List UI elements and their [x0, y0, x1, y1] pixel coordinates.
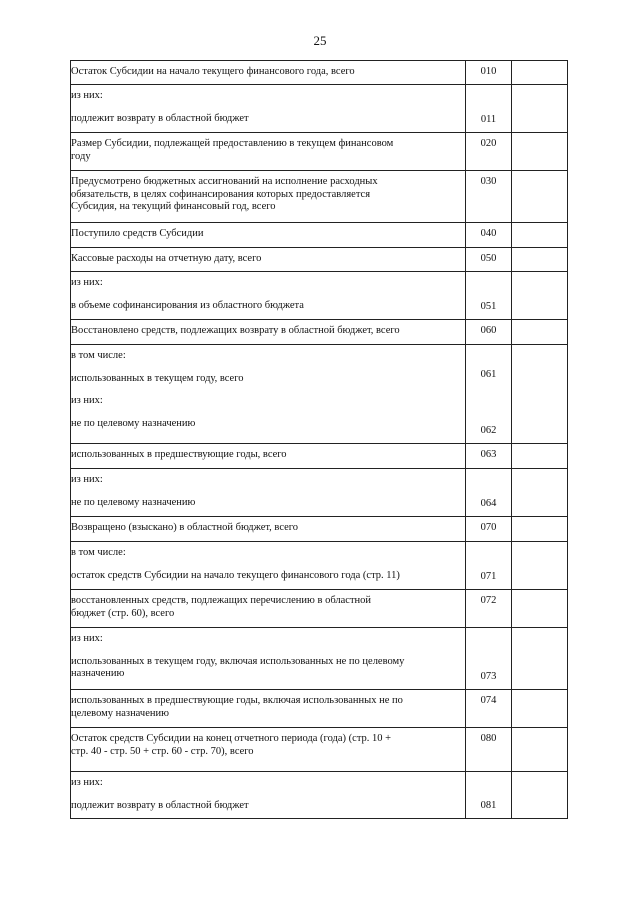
value-cell[interactable]	[512, 223, 568, 248]
table-row	[71, 590, 568, 628]
value-cell[interactable]	[512, 61, 568, 85]
row-code-value: 074	[480, 695, 497, 706]
row-description-line: не по целевому назначению	[71, 417, 196, 429]
table-row	[71, 444, 568, 469]
value-cell[interactable]	[512, 133, 568, 171]
row-code-value: 080	[480, 733, 497, 744]
row-code	[466, 133, 512, 171]
row-code	[466, 628, 512, 690]
value-cell[interactable]	[512, 728, 568, 772]
row-description	[71, 272, 466, 320]
row-description-line: Восстановлено средств, подлежащих возврату в областной бюджет, всего	[71, 325, 400, 336]
row-description-line: использованных в текущем году, включая использованных не по целевому	[71, 655, 405, 667]
value-cell[interactable]	[512, 469, 568, 517]
row-description-line: Предусмотрено бюджетных ассигнований на исполнение расходных	[71, 176, 378, 187]
table-row	[71, 272, 568, 320]
row-description	[71, 517, 466, 542]
row-description-line: из них:	[71, 395, 103, 406]
value-cell[interactable]	[512, 85, 568, 133]
row-code-value: 070	[480, 522, 497, 533]
row-description-line: Остаток Субсидии на начало текущего финансового года, всего	[71, 66, 355, 77]
row-description-line: не по целевому назначению	[71, 496, 196, 508]
row-description	[71, 133, 466, 171]
row-description-line: использованных в текущем году, всего	[71, 372, 244, 384]
row-description-line: подлежит возврату в областной бюджет	[71, 112, 249, 124]
row-code-value: 040	[480, 228, 497, 239]
row-code-value: 081	[480, 799, 497, 811]
row-code-value: 010	[480, 66, 497, 77]
table-row	[71, 728, 568, 772]
row-description	[71, 728, 466, 772]
row-code	[466, 690, 512, 728]
row-code-value: 072	[480, 595, 497, 606]
row-description	[71, 444, 466, 469]
row-code	[466, 320, 512, 345]
value-cell[interactable]	[512, 444, 568, 469]
table-row	[71, 345, 568, 444]
row-description	[71, 690, 466, 728]
table-row	[71, 469, 568, 517]
table-row	[71, 61, 568, 85]
row-description-line: остаток средств Субсидии на начало текущего финансового года (стр. 11)	[71, 569, 400, 581]
table-row	[71, 133, 568, 171]
row-description-line: из них:	[71, 277, 103, 288]
table-row	[71, 248, 568, 272]
row-code-value: 073	[480, 670, 497, 682]
row-code-value: 071	[480, 570, 497, 582]
value-cell[interactable]	[512, 171, 568, 223]
row-code	[466, 728, 512, 772]
row-description-line: восстановленных средств, подлежащих перечислению в областной	[71, 595, 372, 606]
report-table	[70, 60, 568, 819]
row-description-line: использованных в предшествующие годы, всего	[71, 449, 287, 460]
row-description	[71, 320, 466, 345]
table-row	[71, 223, 568, 248]
value-cell[interactable]	[512, 690, 568, 728]
value-cell[interactable]	[512, 272, 568, 320]
report-table-body	[71, 61, 568, 819]
row-code-value: 061	[480, 369, 497, 380]
row-description-line: назначению	[71, 668, 125, 679]
row-description-line: в объеме софинансирования из областного бюджета	[71, 299, 304, 311]
row-description	[71, 628, 466, 690]
row-code-value: 051	[480, 300, 497, 312]
row-code	[466, 469, 512, 517]
row-code-value: 020	[480, 138, 497, 149]
row-description-line: использованных в предшествующие годы, включая использованных не по	[71, 695, 403, 706]
value-cell[interactable]	[512, 517, 568, 542]
row-code	[466, 517, 512, 542]
row-code-value: 050	[480, 253, 497, 264]
row-description-line: в том числе:	[71, 350, 126, 361]
value-cell[interactable]	[512, 628, 568, 690]
row-description-line: из них:	[71, 777, 103, 788]
row-code-value: 030	[480, 176, 497, 187]
row-description	[71, 171, 466, 223]
row-description-line: из них:	[71, 90, 103, 101]
row-description-line: из них:	[71, 474, 103, 485]
table-row	[71, 171, 568, 223]
row-description-line: Возвращено (взыскано) в областной бюджет, всего	[71, 522, 299, 533]
row-description-line: Размер Субсидии, подлежащей предоставлению в текущем финансовом	[71, 138, 394, 149]
row-code	[466, 772, 512, 819]
row-description-line: Субсидия, на текущий финансовый год, всего	[71, 201, 276, 212]
row-description-line: бюджет (стр. 60), всего	[71, 607, 175, 619]
row-description	[71, 61, 466, 85]
row-code	[466, 171, 512, 223]
row-description	[71, 85, 466, 133]
row-description-line: Остаток средств Субсидии на конец отчетного периода (года) (стр. 10 +	[71, 733, 392, 744]
row-description-line: году	[71, 150, 91, 162]
row-code-value: 063	[480, 449, 497, 460]
table-row	[71, 628, 568, 690]
row-description-line: целевому назначению	[71, 707, 169, 719]
row-code	[466, 272, 512, 320]
row-code-value: 011	[480, 113, 497, 125]
row-description	[71, 223, 466, 248]
value-cell[interactable]	[512, 590, 568, 628]
row-code	[466, 223, 512, 248]
row-description-line: стр. 40 - стр. 50 + стр. 60 - стр. 70), всего	[71, 745, 254, 757]
row-description	[71, 248, 466, 272]
table-row	[71, 690, 568, 728]
row-description	[71, 345, 466, 444]
row-code	[466, 85, 512, 133]
row-code	[466, 248, 512, 272]
row-description	[71, 542, 466, 590]
row-code-value: 064	[480, 497, 497, 509]
value-cell[interactable]	[512, 542, 568, 590]
table-row	[71, 772, 568, 819]
row-description	[71, 772, 466, 819]
row-description-line: из них:	[71, 633, 103, 644]
row-description-line: Кассовые расходы на отчетную дату, всего	[71, 253, 262, 264]
row-code	[466, 444, 512, 469]
row-description	[71, 469, 466, 517]
row-code-value: 060	[480, 325, 497, 336]
row-code	[466, 61, 512, 85]
row-description	[71, 590, 466, 628]
value-cell[interactable]	[512, 248, 568, 272]
value-cell[interactable]	[512, 772, 568, 819]
value-cell[interactable]	[512, 320, 568, 345]
row-code-value: 062	[480, 424, 497, 436]
value-cell[interactable]	[512, 345, 568, 444]
row-description-line: обязательств, в целях софинансирования которых предоставляется	[71, 188, 371, 200]
row-description-line: Поступило средств Субсидии	[71, 228, 204, 239]
row-code	[466, 345, 512, 444]
row-description-line: в том числе:	[71, 547, 126, 558]
table-row	[71, 542, 568, 590]
page-number: 25	[313, 33, 327, 48]
row-description-line: подлежит возврату в областной бюджет	[71, 799, 249, 811]
row-code	[466, 542, 512, 590]
row-code	[466, 590, 512, 628]
table-row	[71, 517, 568, 542]
table-row	[71, 85, 568, 133]
table-row	[71, 320, 568, 345]
